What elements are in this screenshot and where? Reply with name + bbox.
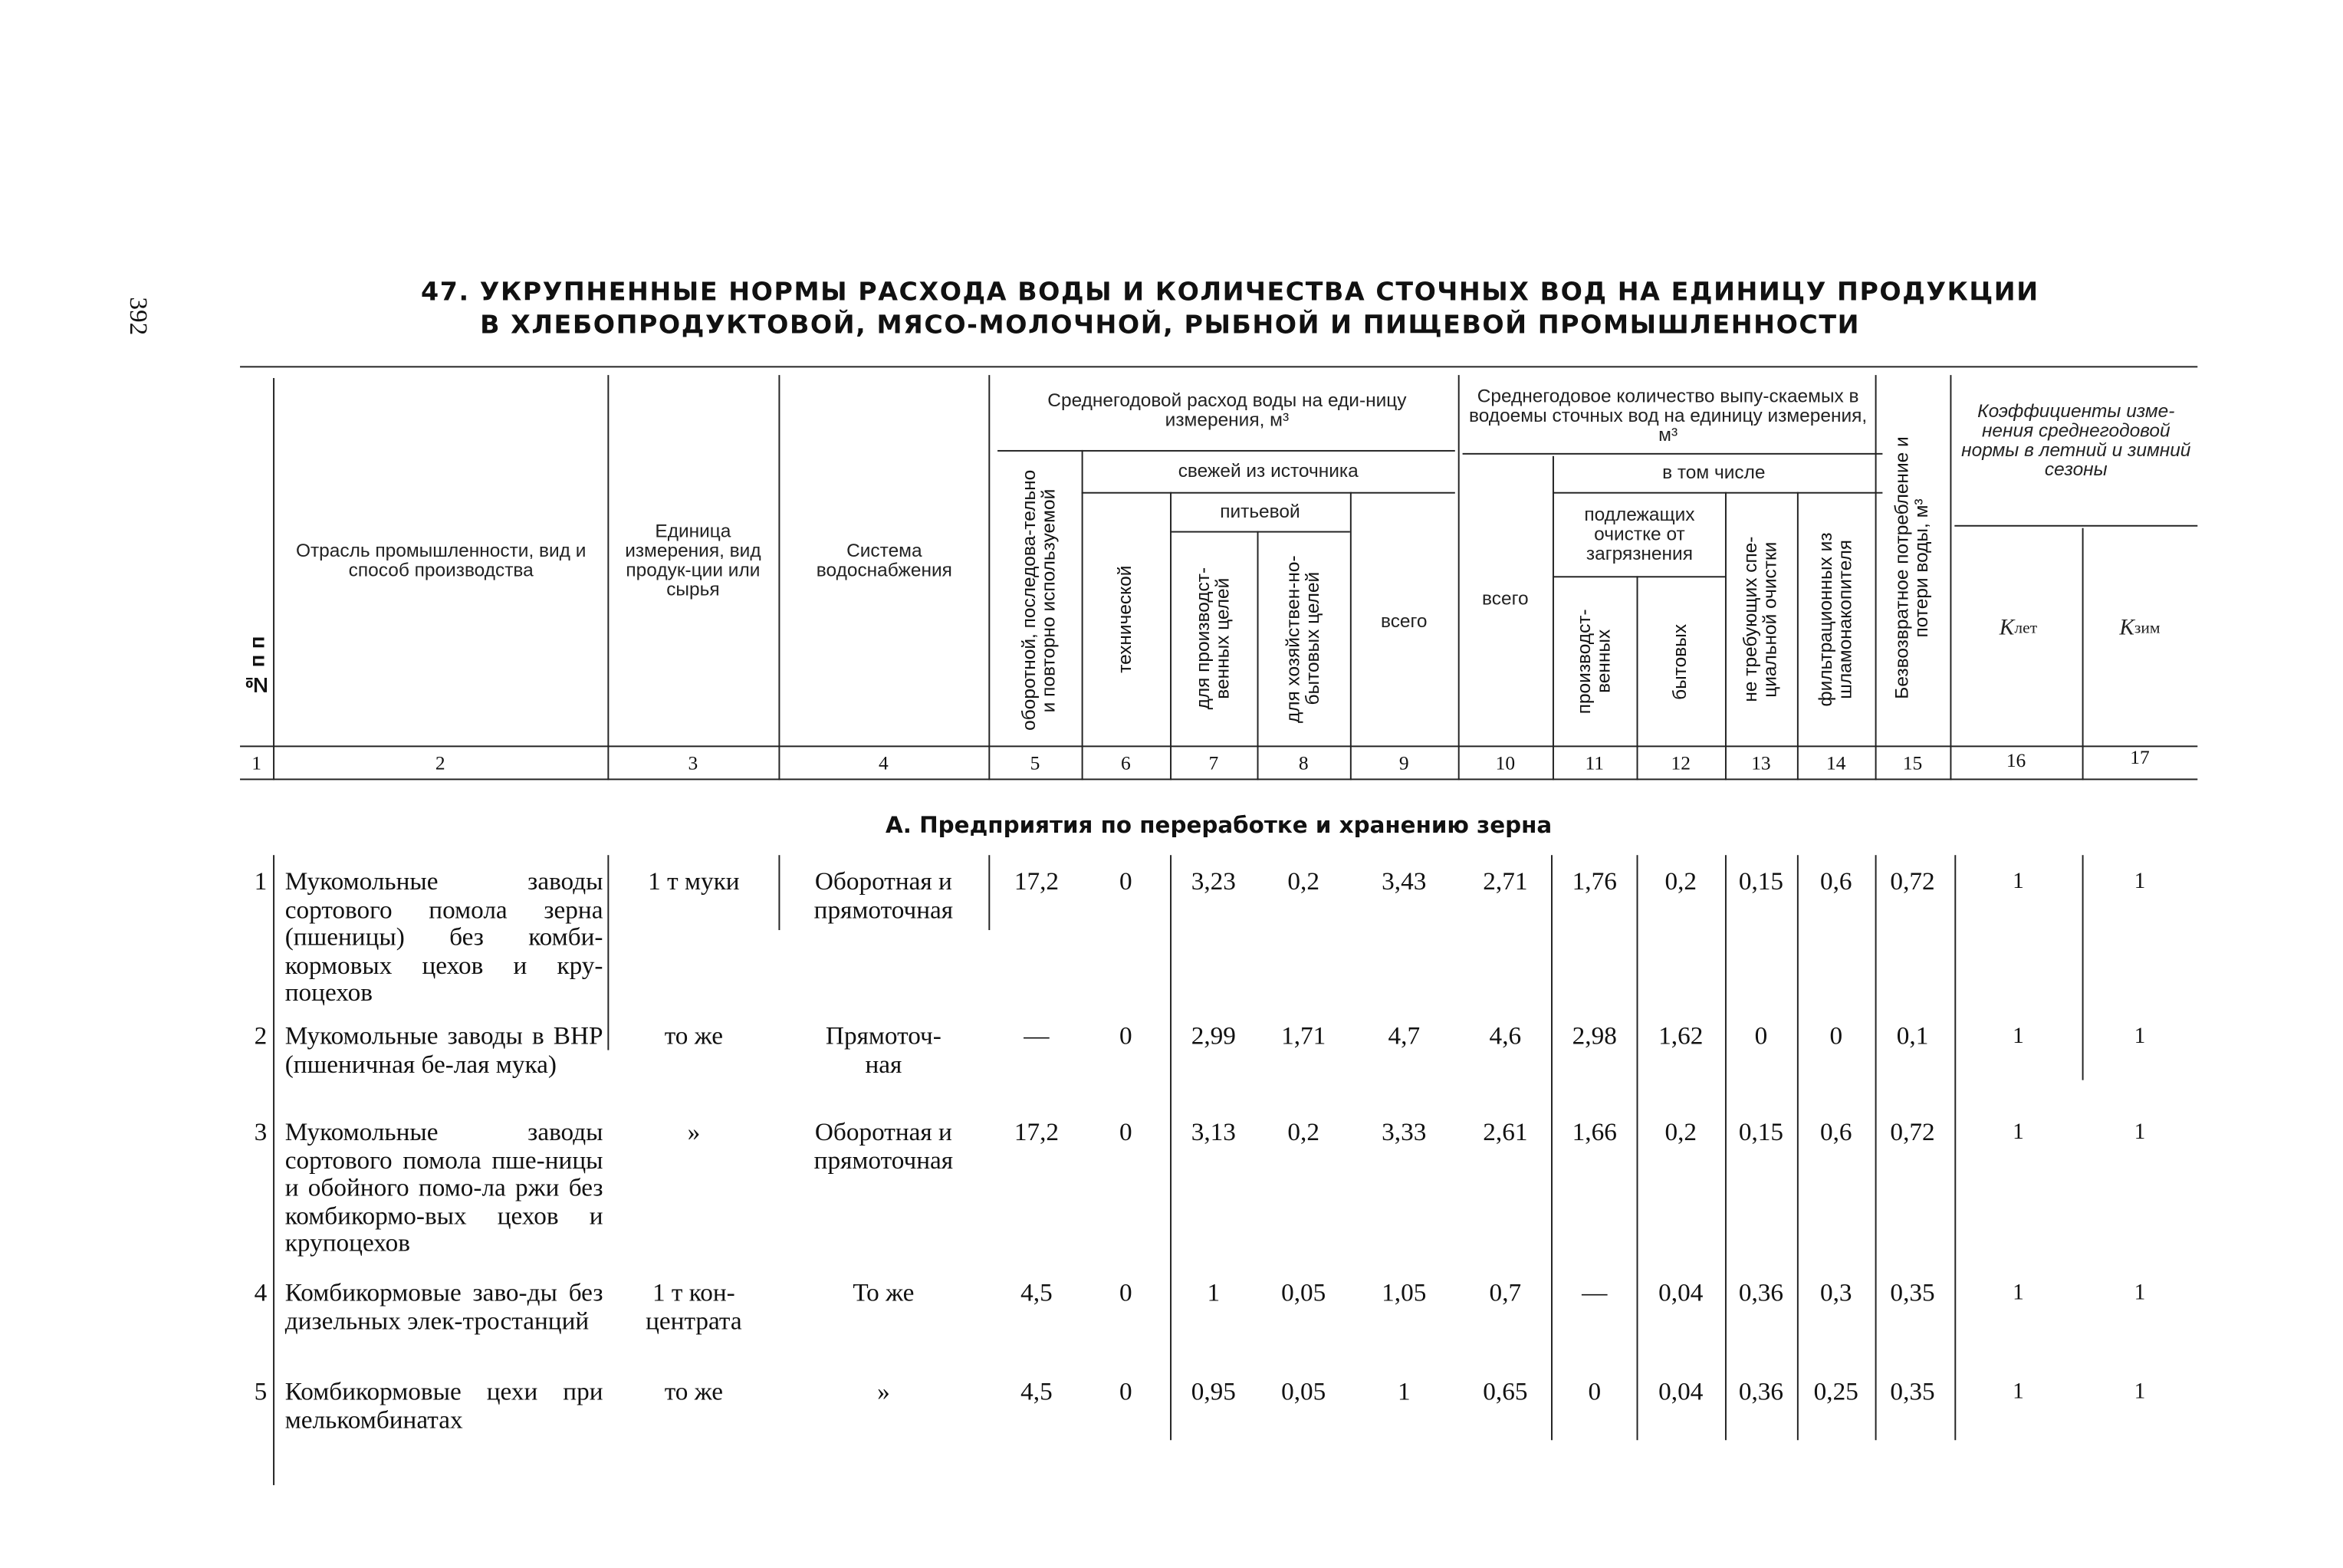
header-rule [1954,525,2197,527]
row-fresh-total: 4,7 [1388,1021,1421,1050]
row-discharge-total: 4,6 [1489,1021,1522,1050]
row-unit: » [687,1117,701,1146]
row-filtration: 0,6 [1819,866,1852,896]
row-recycled: — [1024,1021,1050,1050]
header-including: в том числе [1662,461,1766,483]
row-industrial: 1,66 [1572,1117,1617,1146]
row-recycled: 17,2 [1014,866,1060,896]
row-production: 1 [1207,1277,1221,1307]
row-irrecoverable: 0,35 [1890,1377,1935,1406]
header-total: всего [1380,610,1428,631]
header-industrial-text: производст-венных [1573,609,1615,715]
header-technical-text: технической [1114,565,1136,674]
header-divider [778,375,780,780]
row-domestic: 0,04 [1658,1377,1704,1406]
column-number: 8 [1298,751,1309,774]
row-filtration: 0 [1829,1021,1843,1050]
row-discharge-total: 0,7 [1489,1277,1522,1307]
row-unit: 1 т кон-центрата [646,1277,742,1335]
column-number: 6 [1120,751,1131,774]
header-for-production [1170,534,1257,745]
header-recycled-text: оборотной, последова-тельно и повторно используемой [1018,469,1060,731]
row-household: 1,71 [1281,1021,1326,1050]
header-for-household-text: для хозяйствен-но-бытовых целей [1282,555,1323,723]
row-recycled: 4,5 [1020,1277,1053,1307]
header-irrecoverable [1875,396,1950,741]
column-number: 4 [879,751,889,774]
row-filtration: 0,25 [1813,1377,1858,1406]
title-line-2: В ХЛЕБОПРОДУКТОВОЙ, МЯСО-МОЛОЧНОЙ, РЫБНОЙ И ПИЩЕВОЙ ПРОМЫШЛЕННОСТИ [480,310,1861,341]
table-body [240,855,2197,1485]
row-no-treatment: 0,36 [1738,1377,1784,1406]
body-divider [1875,855,1877,1440]
row-industry: Комбикормовые цехи при мелькомбинатах [284,1377,603,1434]
header-for-production-text: для производст-венных целей [1192,567,1234,711]
row-filtration: 0,3 [1819,1277,1852,1307]
header-rule [1463,453,1883,455]
row-industrial: 1,76 [1572,866,1617,896]
row-household: 0,05 [1281,1277,1326,1307]
row-industrial: 2,98 [1572,1021,1617,1050]
row-technical: 0 [1119,1117,1132,1146]
row-irrecoverable: 0,72 [1890,1117,1935,1146]
row-production: 2,99 [1191,1021,1236,1050]
row-unit: то же [664,1021,724,1050]
header-divider [988,375,990,780]
row-production: 3,13 [1191,1117,1236,1146]
column-number: 15 [1902,751,1923,774]
header-domestic [1637,582,1725,741]
row-recycled: 17,2 [1014,1117,1060,1146]
page-number: 392 [124,297,153,336]
row-industrial: 0 [1588,1377,1602,1406]
header-domestic-text: бытовых [1669,623,1691,700]
header-rule [997,450,1455,452]
header-k-winter [2082,606,2198,651]
k-winter-symbol: K [2119,616,2134,640]
header-rule [1170,531,1350,533]
section-heading: А. Предприятия по переработке и хранению зерна [886,811,1553,839]
header-technical [1082,498,1170,741]
header-bottom-rule [240,778,2197,780]
row-discharge-total: 2,61 [1483,1117,1528,1146]
body-divider [273,855,274,1485]
body-divider [1797,855,1799,1440]
header-supply-system: Система водоснабжения [816,540,952,581]
row-k-winter: 1 [2134,869,2146,895]
row-household: 0,2 [1287,866,1319,896]
body-divider [1637,855,1638,1440]
header-k-summer [1954,606,2082,651]
header-divider [607,375,609,780]
row-irrecoverable: 0,35 [1890,1277,1935,1307]
row-k-summer: 1 [2013,869,2024,895]
row-no-treatment: 0 [1754,1021,1768,1050]
body-divider [988,855,990,930]
column-number: 9 [1398,751,1409,774]
k-winter-subscript: зим [2134,619,2161,637]
table-header [240,366,2197,786]
column-number: 14 [1826,751,1846,774]
row-irrecoverable: 0,1 [1896,1021,1929,1050]
row-fresh-total: 3,33 [1382,1117,1427,1146]
header-recycled [997,459,1082,741]
header-rule [240,745,2197,747]
header-industry: Отрасль промышленности, вид и способ производства [295,540,587,581]
row-industrial: — [1582,1277,1608,1307]
row-irrecoverable: 0,72 [1890,866,1935,896]
column-number: 10 [1495,751,1516,774]
k-summer-symbol: K [1999,616,2015,640]
row-domestic: 0,2 [1664,866,1697,896]
row-k-summer: 1 [2013,1024,2024,1049]
row-technical: 0 [1119,1021,1132,1050]
row-discharge-total: 2,71 [1483,866,1528,896]
header-industrial [1553,582,1637,741]
column-number: 2 [435,751,445,774]
header-avg-consumption: Среднегодовой расход воды на еди-ницу измерения, м³ [1047,390,1407,431]
row-system: То же [853,1277,915,1307]
column-number: 5 [1030,751,1040,774]
row-production: 3,23 [1191,866,1236,896]
header-row-number-text: № п п [243,635,268,697]
header-filtration-text: фильтрационных из шламонакопителя [1815,532,1856,707]
body-divider [607,855,609,1050]
row-no-treatment: 0,15 [1738,1117,1784,1146]
body-divider [1954,855,1956,1440]
row-fresh-total: 1 [1397,1377,1411,1406]
header-row-number [240,591,273,741]
row-k-winter: 1 [2134,1120,2146,1145]
row-k-winter: 1 [2134,1379,2146,1405]
header-rule [1553,492,1882,494]
row-household: 0,05 [1281,1377,1326,1406]
header-top-rule [240,366,2197,367]
table-title [240,276,2220,342]
row-no-treatment: 0,36 [1738,1277,1784,1307]
column-number: 7 [1208,751,1219,774]
header-to-be-treated: подлежащих очистке от загрязнения [1584,503,1695,564]
row-number: 5 [254,1377,268,1406]
row-technical: 0 [1119,1377,1132,1406]
header-avg-discharge: Среднегодовое количество выпу-скаемых в водоемы сточных вод на единицу измерения, м³ [1469,384,1868,445]
row-household: 0,2 [1287,1117,1319,1146]
row-filtration: 0,6 [1819,1117,1852,1146]
body-divider [1170,855,1172,1440]
row-number: 2 [254,1021,268,1050]
body-divider [1725,855,1727,1440]
header-drinking: питьевой [1220,500,1300,521]
title-line-1: 47. УКРУПНЕННЫЕ НОРМЫ РАСХОДА ВОДЫ И КОЛИЧЕСТВА СТОЧНЫХ ВОД НА ЕДИНИЦУ ПРОДУКЦИИ [421,277,2039,308]
header-coefficients: Коэффициенты изме-нения среднегодовой нормы в летний и зимний сезоны [1961,400,2191,481]
column-number: 13 [1751,751,1771,774]
header-divider [1950,375,1951,780]
row-industry: Мукомольные заводы сортового помола зерна (пшеницы) без комби-кормовых цехов и кру-поцехов [284,866,603,1007]
header-discharge-total: всего [1482,587,1529,609]
row-industry: Мукомольные заводы сортового помола пше-ницы и обойного помо-ла ржи без комбикормо-вых цехов и крупоцехов [284,1117,603,1257]
row-fresh-total: 1,05 [1382,1277,1427,1307]
row-k-summer: 1 [2013,1120,2024,1145]
row-recycled: 4,5 [1020,1377,1053,1406]
row-number: 4 [254,1277,268,1307]
column-number: 1 [251,751,261,774]
row-no-treatment: 0,15 [1738,866,1784,896]
row-k-winter: 1 [2134,1024,2146,1049]
header-irrecoverable-text: Безвозвратное потребление и потери воды, м³ [1891,437,1932,700]
column-number: 12 [1671,751,1691,774]
row-system: Оборотная и прямоточная [813,866,954,924]
row-technical: 0 [1119,866,1132,896]
row-domestic: 1,62 [1658,1021,1704,1050]
row-technical: 0 [1119,1277,1132,1307]
row-fresh-total: 3,43 [1382,866,1427,896]
body-divider [1551,855,1553,1440]
row-domestic: 0,2 [1664,1117,1697,1146]
row-k-winter: 1 [2134,1280,2146,1306]
row-system: Оборотная и прямоточная [813,1117,954,1174]
row-industry: Мукомольные заводы в ВНР (пшеничная бе-лая мука) [284,1021,603,1078]
header-for-household [1257,534,1350,745]
row-system: Прямоточ-ная [825,1021,941,1078]
column-number: 16 [2006,748,2026,771]
header-divider [273,378,274,780]
k-summer-subscript: лет [2014,619,2038,637]
header-unit: Единица измерения, вид продук-ции или сырья [625,520,761,600]
header-divider [2082,528,2084,781]
row-k-summer: 1 [2013,1280,2024,1306]
header-rule [1553,576,1725,577]
row-number: 1 [254,866,268,896]
header-rule [1082,492,1455,494]
row-system: » [877,1377,890,1406]
header-fresh-from-source: свежей из источника [1178,459,1359,482]
row-unit: 1 т муки [648,866,740,896]
row-domestic: 0,04 [1658,1277,1704,1307]
row-discharge-total: 0,65 [1483,1377,1528,1406]
row-industry: Комбикормовые заво-ды без дизельных элек-тростанций [284,1277,603,1335]
column-number: 3 [688,751,698,774]
column-number: 11 [1585,751,1605,774]
header-no-treatment-text: не требующих спе-циальной очистки [1740,536,1781,703]
row-production: 0,95 [1191,1377,1236,1406]
header-filtration [1797,498,1875,741]
row-k-summer: 1 [2013,1379,2024,1405]
header-no-treatment [1725,498,1797,741]
column-number: 17 [2130,745,2150,768]
row-unit: то же [664,1377,724,1406]
row-number: 3 [254,1117,268,1146]
